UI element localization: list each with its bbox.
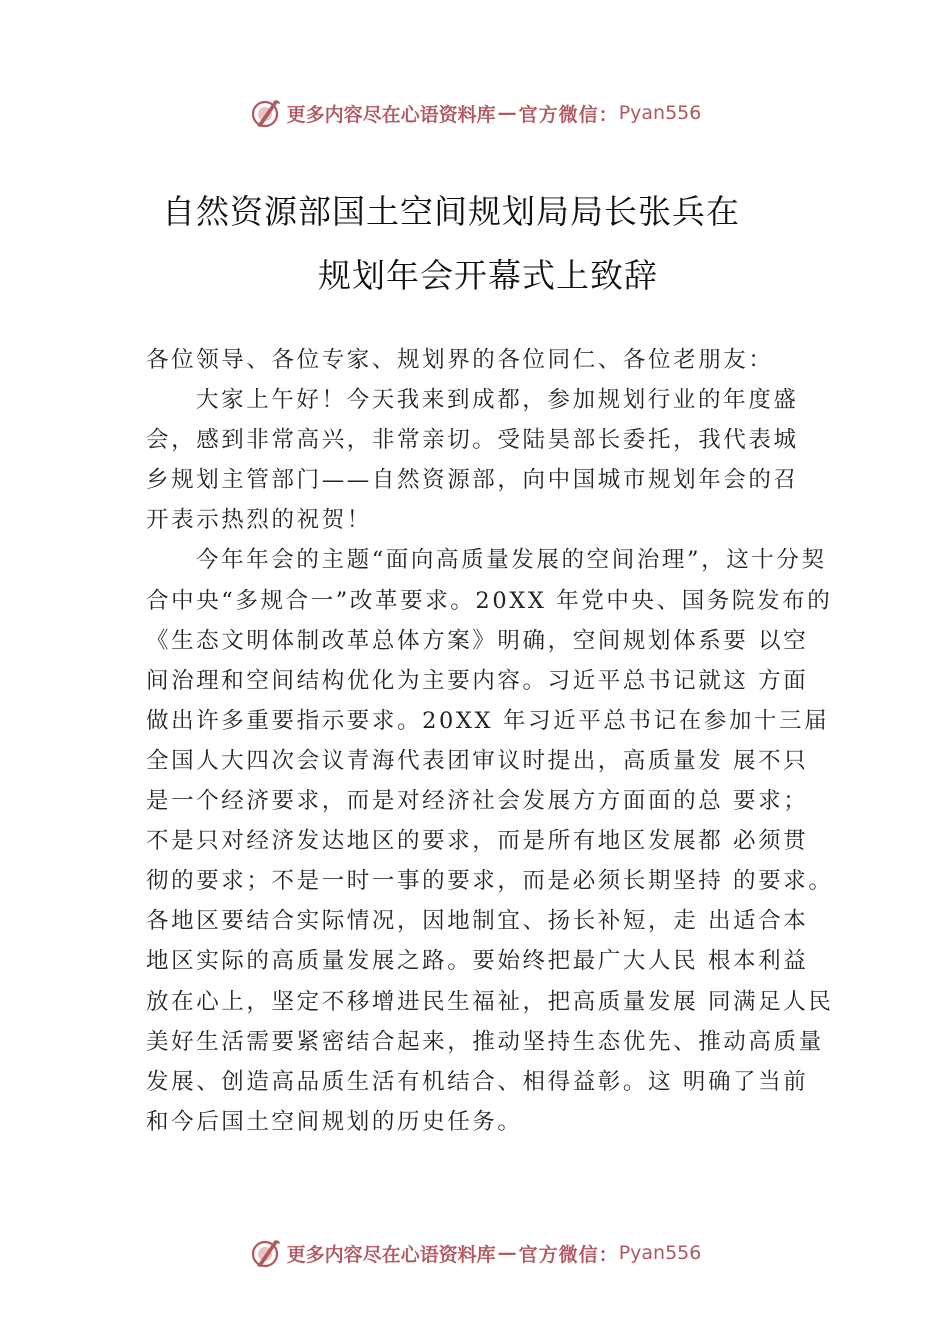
body-line: 《生态文明体制改革总体方案》明确，空间规划体系要 以空 xyxy=(146,627,809,654)
salutation-line: 各位领导、各位专家、规划界的各位同仁、各位老朋友： xyxy=(146,347,774,373)
body-line: 不是只对经济发达地区的要求，而是所有地区发展都 必须贯 xyxy=(146,828,809,855)
body-line: 大家上午好！今天我来到成都，参加规划行业的年度盛 xyxy=(196,387,799,414)
watermark-separator: — xyxy=(497,1242,517,1264)
body-line: 美好生活需要紧密结合起来，推动坚持生态优先、推动高质量 xyxy=(146,1028,824,1055)
body-line: 是一个经济要求，而是对经济社会发展方方面面的总 要求； xyxy=(146,788,809,815)
speech-body xyxy=(146,340,832,1142)
body-line: 发展、创造高品质生活有机结合、相得益彰。这 明确了当前 xyxy=(146,1068,809,1095)
body-line: 合中央“多规合一”改革要求。20XX 年党中央、国务院发布的 xyxy=(146,587,833,614)
body-line: 会，感到非常高兴，非常亲切。受陆昊部长委托，我代表城 xyxy=(146,427,799,454)
wechat-id: Pyan556 xyxy=(618,102,702,124)
watermark-text: 更多内容尽在心语资料库 xyxy=(286,1243,496,1266)
watermark-separator: — xyxy=(497,102,517,124)
body-line: 各地区要结合实际情况，因地制宜、扬长补短，走 出适合本 xyxy=(146,908,809,935)
wechat-label: 官方微信： xyxy=(518,103,619,126)
document-title-line-1: 自然资源部国土空间规划局局长张兵在 xyxy=(162,192,740,231)
body-line: 放在心上，坚定不移增进民生福祉，把高质量发展 同满足人民 xyxy=(146,988,834,1015)
watermark-banner-top xyxy=(0,93,950,133)
wechat-id: Pyan556 xyxy=(618,1242,702,1264)
body-line: 乡规划主管部门——自然资源部，向中国城市规划年会的召 xyxy=(146,467,799,494)
body-line: 彻的要求；不是一时一事的要求，而是必须长期坚持 的要求。 xyxy=(146,868,834,895)
wechat-label: 官方微信： xyxy=(518,1243,619,1266)
document-title-line-2: 规划年会开幕式上致辞 xyxy=(318,256,658,295)
body-line: 做出许多重要指示要求。20XX 年习近平总书记在参加十三届 xyxy=(146,707,830,734)
body-line: 地区实际的高质量发展之路。要始终把最广大人民 根本利益 xyxy=(146,948,809,975)
body-line: 全国人大四次会议青海代表团审议时提出，高质量发 展不只 xyxy=(146,747,809,774)
quill-seal-logo-icon xyxy=(249,96,283,130)
body-line: 开表示热烈的祝贺！ xyxy=(146,507,372,534)
body-line: 和今后国土空间规划的历史任务。 xyxy=(146,1108,523,1135)
watermark-text: 更多内容尽在心语资料库 xyxy=(286,103,496,126)
body-line: 间治理和空间结构优化为主要内容。习近平总书记就这 方面 xyxy=(146,667,809,694)
quill-seal-logo-icon xyxy=(249,1236,283,1270)
body-line: 今年年会的主题“面向高质量发展的空间治理”，这十分契 xyxy=(196,547,827,574)
watermark-banner-bottom xyxy=(0,1233,950,1273)
